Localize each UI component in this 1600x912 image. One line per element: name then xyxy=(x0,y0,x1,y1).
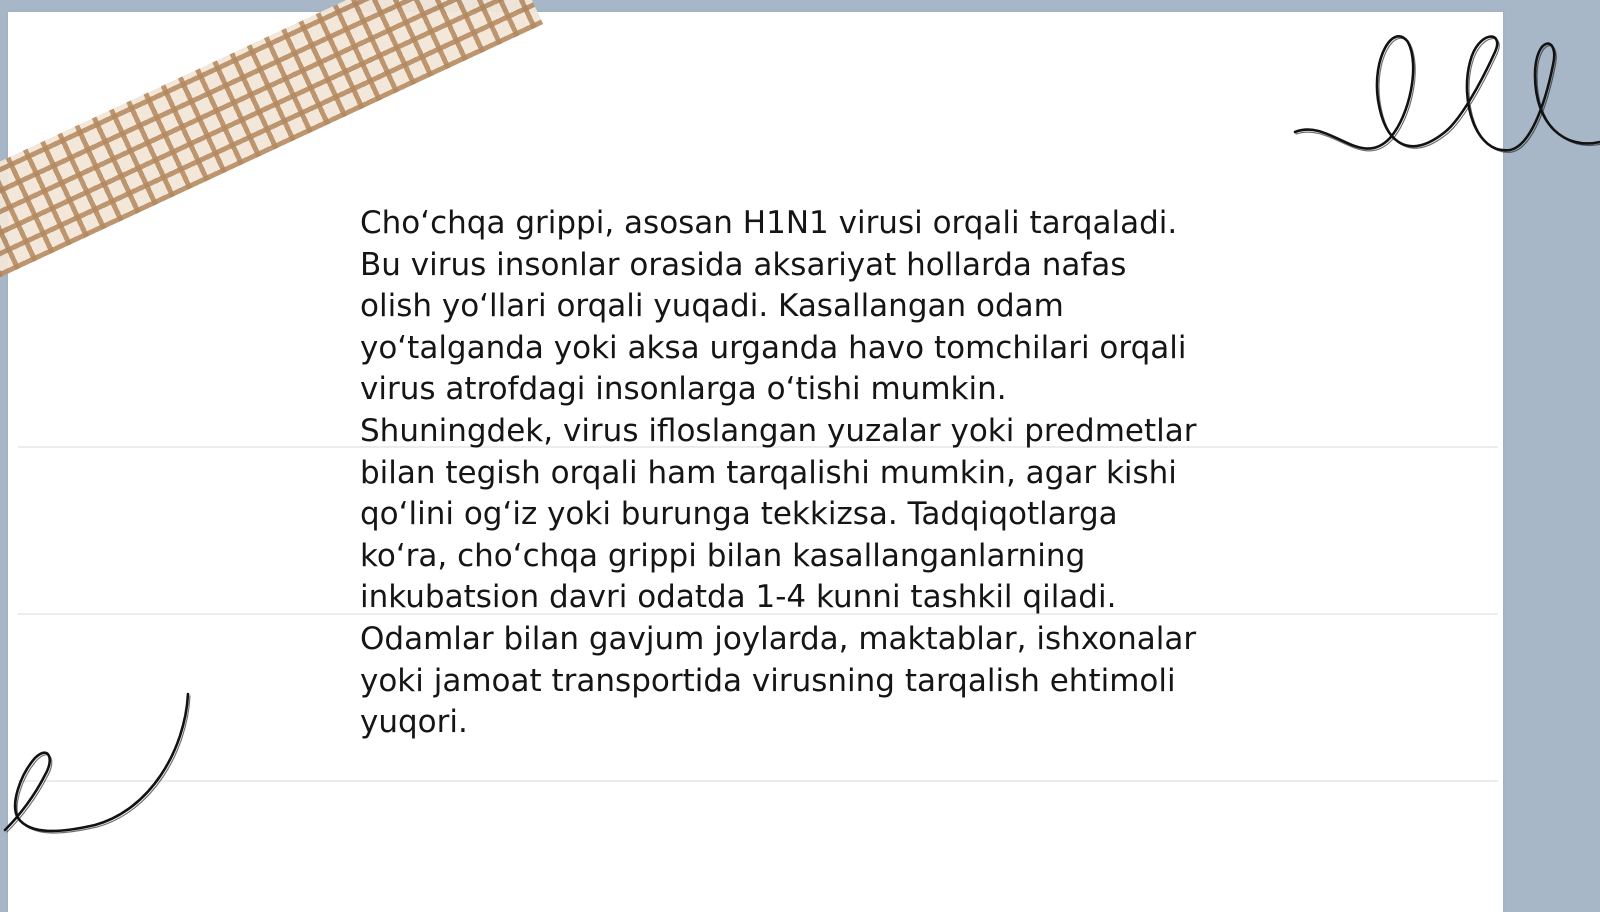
body-paragraph: Choʻchqa grippi, asosan H1N1 virusi orqali tarqaladi. Bu virus insonlar orasida aksariyat hollarda nafas olish yoʻllari orqali yuqadi. Kasallangan odam yoʻtalganda yoki aksa urganda havo tomchilari orqali virus atrofdagi insonlarga oʻtishi mumkin. Shuningdek, virus ifloslangan yuzalar yoki predmetlar bilan tegish orqali ham tarqalishi mumkin, agar kishi qoʻlini ogʻiz yoki burunga tekkizsa. Tadqiqotlarga koʻra, choʻchqa grippi bilan kasallanganlarning inkubatsion davri odatda 1-4 kunni tashkil qiladi. Odamlar bilan gavjum joylarda, maktablar, ishxonalar yoki jamoat transportida virusning tarqalish ehtimoli yuqori. xyxy=(360,205,1197,741)
ruled-line xyxy=(18,780,1498,782)
